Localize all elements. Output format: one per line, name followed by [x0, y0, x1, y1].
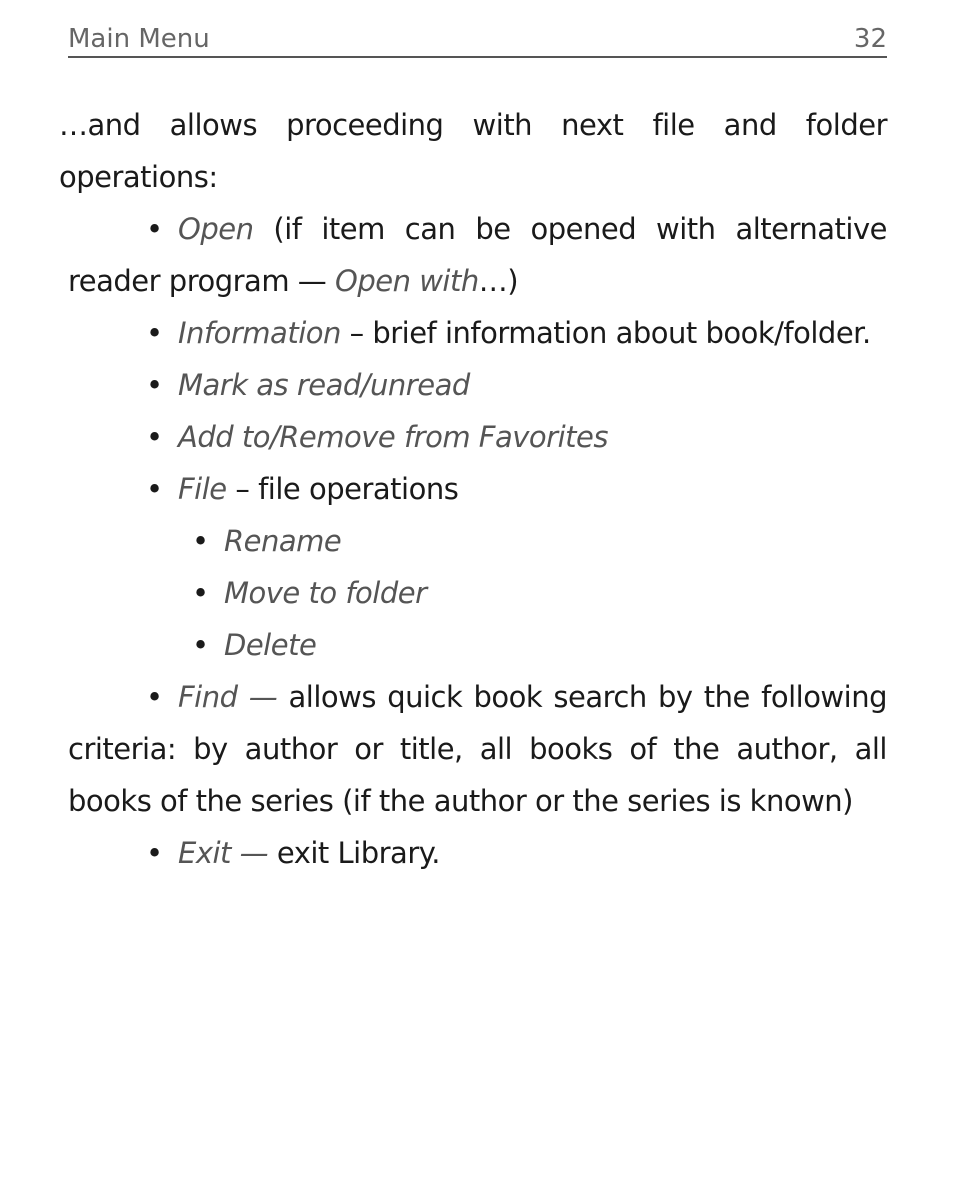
sub-item-rename: [192, 515, 887, 567]
bullet-icon: •: [146, 680, 163, 714]
information-label: Information: [178, 316, 341, 350]
bullet-icon: •: [146, 420, 163, 454]
sub-item-delete: [192, 619, 887, 671]
list-item-information: [146, 307, 887, 359]
open-with-label: Open with: [335, 264, 479, 298]
delete-label: Delete: [224, 628, 317, 662]
mark-read-label: Mark as read/unread: [178, 368, 470, 402]
file-label: File: [178, 472, 227, 506]
intro-paragraph: …and allows proceeding with next file and folder operations:: [59, 108, 887, 194]
find-label: Find —: [178, 680, 278, 714]
favorites-label: Add to/Remove from Favorites: [178, 420, 608, 454]
list-item-exit: [146, 827, 887, 879]
bullet-icon: •: [192, 576, 209, 610]
header-title: Main Menu: [68, 24, 210, 54]
move-to-folder-label: Move to folder: [224, 576, 427, 610]
information-description: – brief information about book/folder.: [340, 316, 871, 350]
bullet-icon: •: [146, 472, 163, 506]
exit-description: exit Library.: [268, 836, 440, 870]
bullet-icon: •: [146, 316, 163, 350]
open-label: Open: [178, 212, 254, 246]
bullet-icon: •: [146, 212, 163, 246]
page-header: [68, 22, 887, 58]
page-content: [59, 99, 887, 879]
bullet-icon: •: [146, 368, 163, 402]
bullet-icon: •: [192, 628, 209, 662]
bullet-icon: •: [146, 836, 163, 870]
find-description: allows quick book search by the following criteria: by author or title, all books of the author, all books of the series (if the author or the series is known): [68, 680, 887, 818]
file-description: – file operations: [226, 472, 459, 506]
open-description: (if item can be opened with alternative reader program —: [68, 212, 887, 298]
page-number: 32: [853, 24, 887, 54]
list-item-favorites: [146, 411, 887, 463]
exit-label: Exit —: [178, 836, 269, 870]
list-item-open: [68, 203, 887, 307]
list-item-file: [146, 463, 887, 515]
rename-label: Rename: [224, 524, 342, 558]
list-item-find: [68, 671, 887, 827]
list-item-mark-read: [146, 359, 887, 411]
bullet-icon: •: [192, 524, 209, 558]
open-description-end: …): [478, 264, 519, 298]
sub-item-move: [192, 567, 887, 619]
